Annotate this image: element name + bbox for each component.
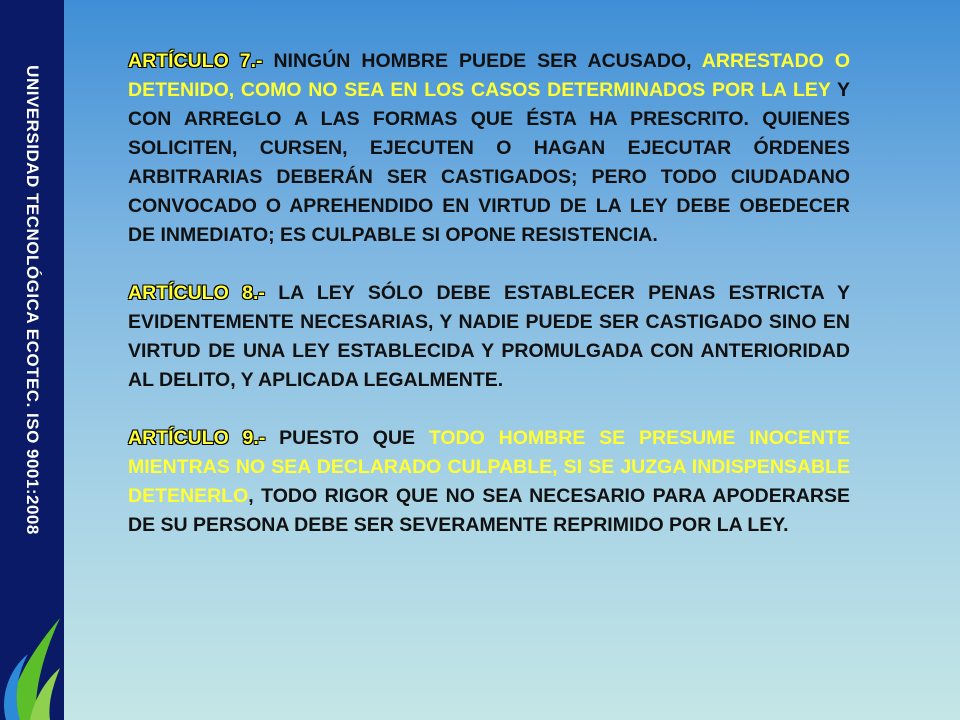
article-8-label: ARTÍCULO 8.- (128, 282, 265, 304)
article-8 (128, 279, 850, 395)
article-7-text: NINGÚN HOMBRE PUEDE SER ACUSADO, (262, 50, 702, 72)
article-9 (128, 424, 850, 540)
article-7-label: ARTÍCULO 7.- (128, 50, 263, 72)
leaf-logo-icon (0, 608, 64, 720)
article-9-label: ARTÍCULO 9.- (128, 427, 266, 449)
articles-content (128, 47, 850, 569)
article-9-text: PUESTO QUE (265, 427, 429, 449)
article-9-text-rest: , TODO RIGOR QUE NO SEA NECESARIO PARA APODERARSE DE SU PERSONA DEBE SER SEVERAMENTE REPRIMIDO POR LA LEY. (128, 485, 850, 536)
university-name: UNIVERSIDAD TECNOLÓGICA ECOTEC. ISO 9001:2008 (23, 65, 42, 535)
article-7-text-rest: Y CON ARREGLO A LAS FORMAS QUE ÉSTA HA PRESCRITO. QUIENES SOLICITEN, CURSEN, EJECUTEN O HAGAN EJECUTAR ÓRDENES ARBITRARIAS DEBERÁN SER CASTIGADOS; PERO TODO CIUDADANO CONVOCADO O APREHENDIDO EN VIRTUD DE LA LEY DEBE OBEDECER DE INMEDIATO; ES CULPABLE SI OPONE RESISTENCIA. (128, 79, 850, 246)
sidebar-band (0, 0, 64, 720)
article-7-highlight: ARRESTADO O DETENIDO, COMO NO SEA EN LOS CASOS DETERMINADOS POR LA LEY (128, 50, 850, 101)
article-8-text: LA LEY SÓLO DEBE ESTABLECER PENAS ESTRICTA Y EVIDENTEMENTE NECESARIAS, Y NADIE PUEDE SER CASTIGADO SINO EN VIRTUD DE UNA LEY ESTABLECIDA Y PROMULGADA CON ANTERIORIDAD AL DELITO, Y APLICADA LEGALMENTE. (128, 282, 850, 391)
article-7 (128, 47, 850, 250)
article-9-highlight: TODO HOMBRE SE PRESUME INOCENTE MIENTRAS NO SEA DECLARADO CULPABLE, SI SE JUZGA INDISPENSABLE DETENERLO (128, 427, 850, 507)
